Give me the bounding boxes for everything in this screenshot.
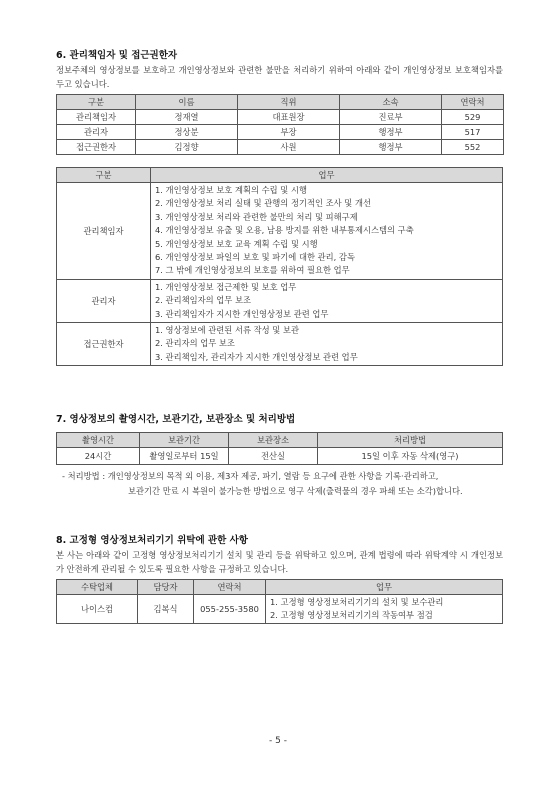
outsourcing-table <box>56 579 503 624</box>
table-row <box>57 595 503 624</box>
duty-item: 1. 개인영상정보 접근제한 및 보호 업무 <box>155 281 297 292</box>
duty-role: 접근권한자 <box>57 323 151 366</box>
outsourcing-duty-item: 1. 고정형 영상정보처리기기의 설치 및 보수관리 <box>270 597 444 608</box>
manager-cell-division: 관리책임자 <box>57 110 136 125</box>
manager-cell-name: 김정향 <box>136 140 238 155</box>
duty-item: 3. 관리책임자가 지시한 개인영상정보 관련 업무 <box>155 308 329 319</box>
duty-list <box>151 183 503 280</box>
manager-header-division: 구분 <box>57 95 136 110</box>
section-6-title: 6. 관리책임자 및 접근권한자 <box>56 50 178 61</box>
table-row <box>57 279 503 322</box>
duty-header-division: 구분 <box>57 168 151 183</box>
manager-cell-name: 정상분 <box>136 125 238 140</box>
table-row <box>57 140 504 155</box>
manager-header-contact: 연락처 <box>442 95 504 110</box>
outsourcing-cell-company: 나이스컴 <box>57 595 138 624</box>
duty-role: 관리책임자 <box>57 183 151 280</box>
duty-item: 3. 개인영상정보 처리와 관련한 불만의 처리 및 피해구제 <box>155 211 358 222</box>
duty-item: 2. 개인영상정보 처리 실태 및 관행의 정기적인 조사 및 개선 <box>155 198 371 209</box>
outsourcing-cell-contact: 055-255-3580 <box>194 595 266 624</box>
manager-cell-division: 접근권한자 <box>57 140 136 155</box>
duty-table-header <box>57 168 503 183</box>
retention-cell-location: 전산실 <box>229 448 318 465</box>
section-8-paragraph: 본 사는 아래와 같이 고정형 영상정보처리기기 설치 및 관리 등을 위탁하고 있으며, 관계 법령에 따라 위탁계약 시 개인정보가 안전하게 관리될 수 있도록 필요한 사항을 규정하고 있습니다. <box>56 550 503 575</box>
duty-item: 6. 개인영상정보 파일의 보호 및 파기에 대한 관리, 감독 <box>155 252 355 263</box>
outsourcing-table-header <box>57 580 503 595</box>
duty-item: 7. 그 밖에 개인영상정보의 보호를 위하여 필요한 업무 <box>155 265 350 276</box>
duty-item: 2. 관리자의 업무 보조 <box>155 338 235 349</box>
outsourcing-duty-item: 2. 고정형 영상정보처리기기의 작동여부 점검 <box>270 610 433 621</box>
manager-cell-position: 대표원장 <box>238 110 340 125</box>
outsourcing-header-tasks: 업무 <box>266 580 503 595</box>
outsourcing-cell-manager: 김복식 <box>138 595 194 624</box>
duty-list <box>151 279 503 322</box>
retention-cell-time: 24시간 <box>57 448 140 465</box>
manager-header-department: 소속 <box>340 95 442 110</box>
retention-cell-period: 촬영일로부터 15일 <box>140 448 229 465</box>
duty-header-tasks: 업무 <box>151 168 503 183</box>
duty-item: 1. 개인영상정보 보호 계획의 수립 및 시행 <box>155 185 307 195</box>
table-row <box>57 448 503 465</box>
manager-cell-department: 진료부 <box>340 110 442 125</box>
manager-cell-department: 행정부 <box>340 125 442 140</box>
duty-role: 관리자 <box>57 279 151 322</box>
outsourcing-header-manager: 담당자 <box>138 580 194 595</box>
duty-item: 2. 관리책임자의 업무 보조 <box>155 295 251 306</box>
duty-item: 5. 개인영상정보 보호 교육 계획 수립 및 시행 <box>155 238 318 249</box>
manager-cell-position: 부장 <box>238 125 340 140</box>
table-row <box>57 110 504 125</box>
duty-item: 3. 관리책임자, 관리자가 지시한 개인영상정보 관련 업무 <box>155 351 358 362</box>
manager-cell-contact: 552 <box>442 140 504 155</box>
table-row <box>57 323 503 366</box>
outsourcing-cell-tasks <box>266 595 503 624</box>
retention-header-method: 처리방법 <box>318 433 503 448</box>
retention-header-time: 촬영시간 <box>57 433 140 448</box>
duty-table <box>56 167 503 366</box>
manager-cell-contact: 529 <box>442 110 504 125</box>
manager-cell-department: 행정부 <box>340 140 442 155</box>
manager-table-header <box>57 95 504 110</box>
retention-table-header <box>57 433 503 448</box>
duty-item: 1. 영상정보에 관련된 서류 작성 및 보관 <box>155 325 299 336</box>
manager-header-position: 직위 <box>238 95 340 110</box>
section-7-title: 7. 영상정보의 촬영시간, 보관기간, 보관장소 및 처리방법 <box>56 414 296 426</box>
retention-header-location: 보관장소 <box>229 433 318 448</box>
manager-cell-name: 정재열 <box>136 110 238 125</box>
processing-note <box>62 469 503 499</box>
duty-item: 4. 개인영상정보 유출 및 오용, 남용 방지를 위한 내부통제시스템의 구축 <box>155 225 414 236</box>
manager-cell-position: 사원 <box>238 140 340 155</box>
table-row <box>57 183 503 280</box>
retention-table <box>56 432 503 465</box>
manager-cell-division: 관리자 <box>57 125 136 140</box>
retention-header-period: 보관기간 <box>140 433 229 448</box>
retention-cell-method: 15일 이후 자동 삭제(영구) <box>318 448 503 465</box>
manager-header-name: 이름 <box>136 95 238 110</box>
manager-cell-contact: 517 <box>442 125 504 140</box>
outsourcing-header-company: 수탁업체 <box>57 580 138 595</box>
document-page <box>56 50 503 624</box>
section-8-title: 8. 고정형 영상정보처리기기 위탁에 관한 사항 <box>56 535 248 547</box>
outsourcing-header-contact: 연락처 <box>194 580 266 595</box>
duty-list <box>151 323 503 366</box>
manager-table <box>56 94 504 155</box>
processing-note-line: - 처리방법 : 개인영상정보의 목적 외 이용, 제3자 제공, 파기, 열람 등 요구에 관한 사항을 기록·관리하고, <box>62 471 439 482</box>
page-number: - 5 - <box>269 736 287 746</box>
processing-note-line: 보관기간 만료 시 복원이 불가능한 방법으로 영구 삭제(출력물의 경우 파쇄 또는 소각)합니다. <box>128 486 463 497</box>
section-6-paragraph: 정보주체의 영상정보를 보호하고 개인영상정보와 관련한 불만을 처리하기 위하여 아래와 같이 개인영상정보 보호책임자를 두고 있습니다. <box>56 65 503 89</box>
table-row <box>57 125 504 140</box>
